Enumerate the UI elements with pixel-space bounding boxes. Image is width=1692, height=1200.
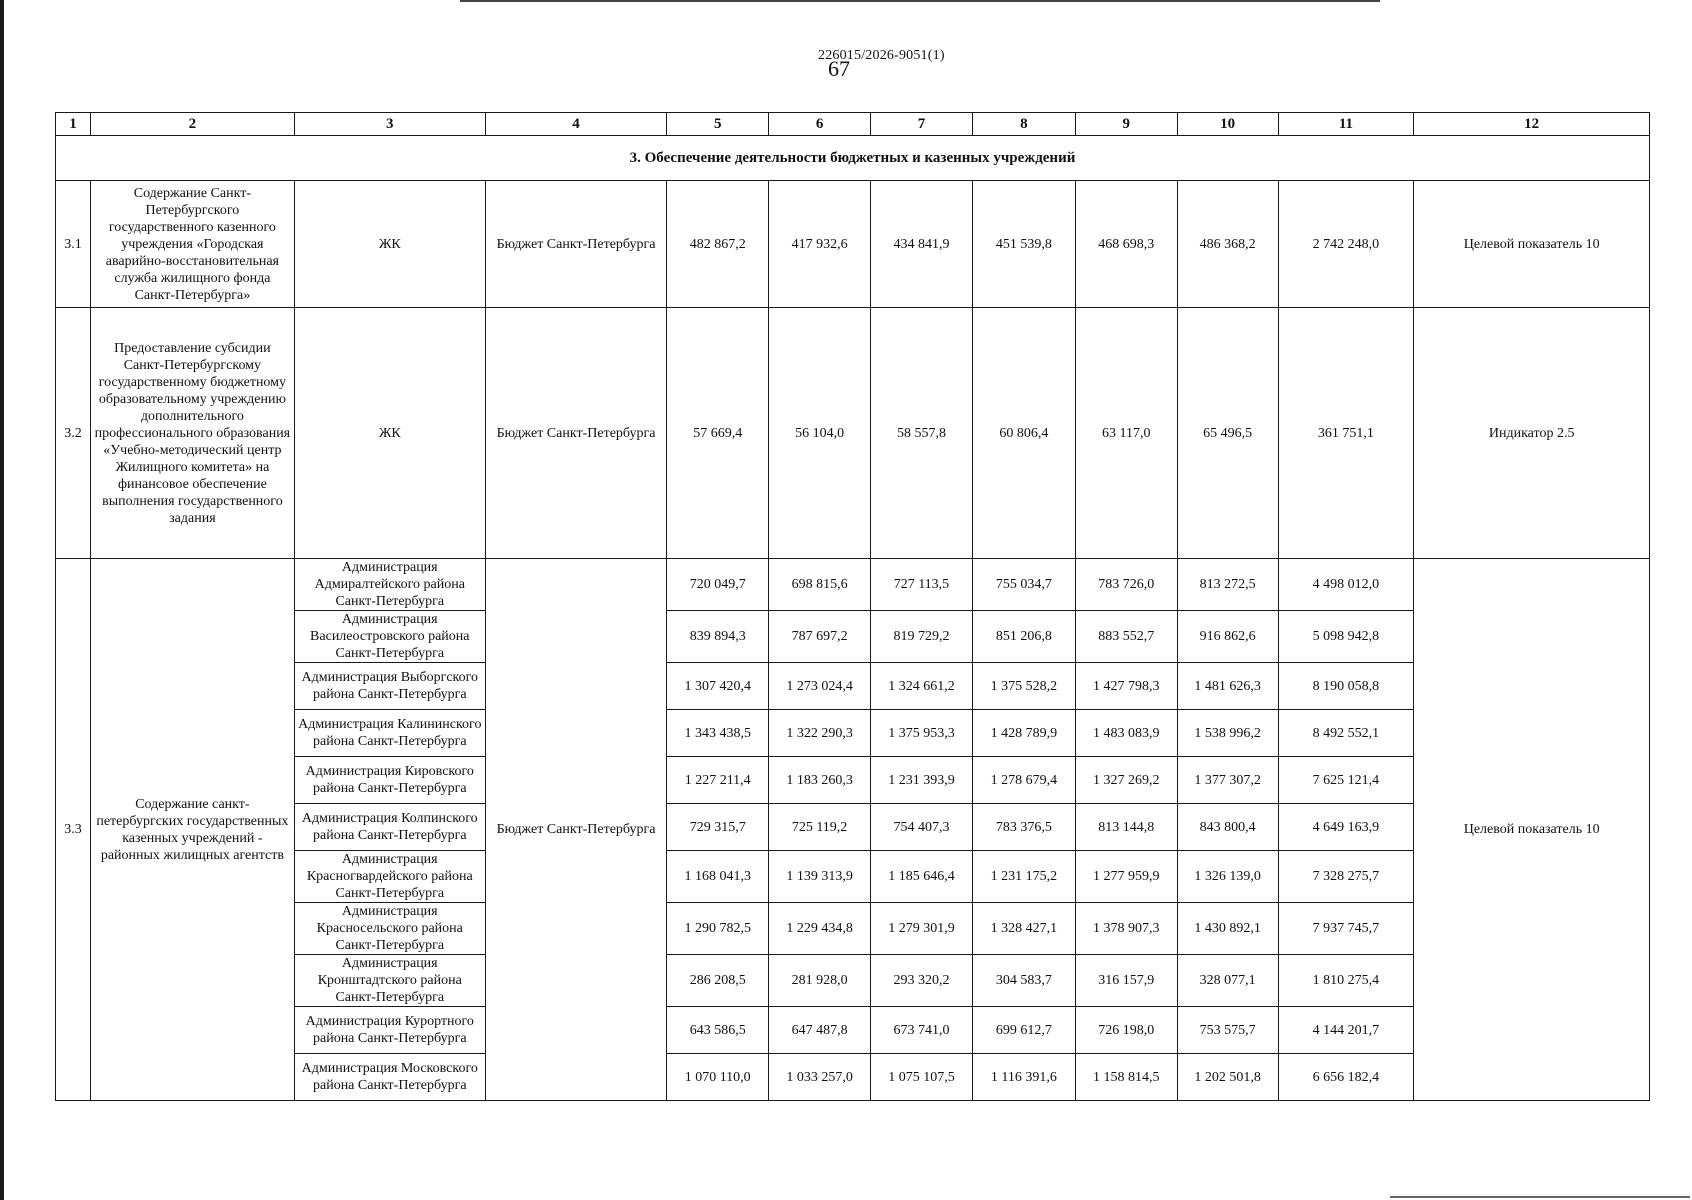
amount-cell: 1 202 501,8: [1177, 1054, 1278, 1101]
table-row: [56, 663, 1650, 710]
amount-cell: 482 867,2: [667, 181, 769, 308]
amount-cell: 1 481 626,3: [1177, 663, 1278, 710]
amount-cell: 699 612,7: [972, 1007, 1075, 1054]
amount-cell: 8 492 552,1: [1278, 710, 1414, 757]
amount-cell: 60 806,4: [972, 308, 1075, 559]
amount-cell: 1 070 110,0: [667, 1054, 769, 1101]
amount-cell: 916 862,6: [1177, 611, 1278, 663]
column-header: 11: [1278, 113, 1414, 136]
amount-cell: 1 231 175,2: [972, 851, 1075, 903]
amount-cell: 725 119,2: [769, 804, 871, 851]
executor-cell: Администрация Кировского района Санкт-Петербурга: [294, 757, 485, 804]
amount-cell: 1 343 438,5: [667, 710, 769, 757]
amount-cell: 451 539,8: [972, 181, 1075, 308]
amount-cell: 698 815,6: [769, 559, 871, 611]
amount-cell: 1 326 139,0: [1177, 851, 1278, 903]
executor-cell: Администрация Калининского района Санкт-Петербурга: [294, 710, 485, 757]
amount-cell: 755 034,7: [972, 559, 1075, 611]
executor-cell: Администрация Кронштадтского района Санкт-Петербурга: [294, 955, 485, 1007]
column-header: 7: [871, 113, 973, 136]
amount-cell: 1 290 782,5: [667, 903, 769, 955]
table-row: [56, 1054, 1650, 1101]
amount-cell: 1 158 814,5: [1075, 1054, 1177, 1101]
column-header: 5: [667, 113, 769, 136]
amount-cell: 56 104,0: [769, 308, 871, 559]
amount-cell: 1 278 679,4: [972, 757, 1075, 804]
amount-cell: 361 751,1: [1278, 308, 1414, 559]
section-title: 3. Обеспечение деятельности бюджетных и казенных учреждений: [56, 136, 1650, 181]
amount-cell: 851 206,8: [972, 611, 1075, 663]
amount-cell: 1 277 959,9: [1075, 851, 1177, 903]
scan-top-rule: [460, 0, 1380, 2]
amount-cell: 1 307 420,4: [667, 663, 769, 710]
amount-cell: 7 937 745,7: [1278, 903, 1414, 955]
amount-cell: 2 742 248,0: [1278, 181, 1414, 308]
executor-cell: Администрация Московского района Санкт-Петербурга: [294, 1054, 485, 1101]
amount-cell: 1 279 301,9: [871, 903, 973, 955]
executor-cell: Администрация Выборгского района Санкт-Петербурга: [294, 663, 485, 710]
funding-source: Бюджет Санкт-Петербурга: [485, 559, 666, 1101]
row-number: 3.3: [56, 559, 91, 1101]
amount-cell: 1 324 661,2: [871, 663, 973, 710]
executor-cell: ЖК: [294, 181, 485, 308]
amount-cell: 729 315,7: [667, 804, 769, 851]
amount-cell: 720 049,7: [667, 559, 769, 611]
column-header: 12: [1414, 113, 1650, 136]
amount-cell: 883 552,7: [1075, 611, 1177, 663]
amount-cell: 1 430 892,1: [1177, 903, 1278, 955]
indicator-cell: Целевой показатель 10: [1414, 181, 1650, 308]
amount-cell: 304 583,7: [972, 955, 1075, 1007]
column-header: 9: [1075, 113, 1177, 136]
amount-cell: 65 496,5: [1177, 308, 1278, 559]
amount-cell: 1 377 307,2: [1177, 757, 1278, 804]
page-number: 67: [828, 56, 850, 81]
table-row: [56, 710, 1650, 757]
scan-left-edge: [0, 0, 4, 1200]
table-body: [56, 113, 1650, 1101]
column-header: 10: [1177, 113, 1278, 136]
activity-description: Содержание Санкт-Петербургского государственного казенного учреждения «Городская аварийно-восстановительная служба жилищного фонда Санкт-Петербурга»: [91, 181, 295, 308]
amount-cell: 293 320,2: [871, 955, 973, 1007]
table-row: [56, 955, 1650, 1007]
amount-cell: 58 557,8: [871, 308, 973, 559]
table-row: [56, 903, 1650, 955]
amount-cell: 1 428 789,9: [972, 710, 1075, 757]
amount-cell: 1 328 427,1: [972, 903, 1075, 955]
amount-cell: 819 729,2: [871, 611, 973, 663]
column-header: 6: [769, 113, 871, 136]
amount-cell: 1 375 528,2: [972, 663, 1075, 710]
amount-cell: 1 227 211,4: [667, 757, 769, 804]
executor-cell: Администрация Красногвардейского района Санкт-Петербурга: [294, 851, 485, 903]
column-header: 8: [972, 113, 1075, 136]
amount-cell: 316 157,9: [1075, 955, 1177, 1007]
column-header: 2: [91, 113, 295, 136]
indicator-cell: Индикатор 2.5: [1414, 308, 1650, 559]
amount-cell: 843 800,4: [1177, 804, 1278, 851]
indicator-cell: Целевой показатель 10: [1414, 559, 1650, 1101]
amount-cell: 753 575,7: [1177, 1007, 1278, 1054]
amount-cell: 1 231 393,9: [871, 757, 973, 804]
amount-cell: 434 841,9: [871, 181, 973, 308]
amount-cell: 839 894,3: [667, 611, 769, 663]
executor-cell: Администрация Адмиралтейского района Санкт-Петербурга: [294, 559, 485, 611]
amount-cell: 6 656 182,4: [1278, 1054, 1414, 1101]
amount-cell: 1 185 646,4: [871, 851, 973, 903]
amount-cell: 7 328 275,7: [1278, 851, 1414, 903]
amount-cell: 468 698,3: [1075, 181, 1177, 308]
amount-cell: 63 117,0: [1075, 308, 1177, 559]
document-number: 226015/2026-9051(1): [818, 48, 945, 63]
amount-cell: 1 229 434,8: [769, 903, 871, 955]
amount-cell: 4 144 201,7: [1278, 1007, 1414, 1054]
executor-cell: Администрация Колпинского района Санкт-Петербурга: [294, 804, 485, 851]
scan-bottom-rule: [1390, 1196, 1690, 1198]
executor-cell: Администрация Василеостровского района Санкт-Петербурга: [294, 611, 485, 663]
table-row: [56, 851, 1650, 903]
amount-cell: 1 139 313,9: [769, 851, 871, 903]
amount-cell: 673 741,0: [871, 1007, 973, 1054]
amount-cell: 57 669,4: [667, 308, 769, 559]
amount-cell: 1 538 996,2: [1177, 710, 1278, 757]
column-header-row: [56, 113, 1650, 136]
amount-cell: 1 483 083,9: [1075, 710, 1177, 757]
amount-cell: 1 375 953,3: [871, 710, 973, 757]
amount-cell: 726 198,0: [1075, 1007, 1177, 1054]
amount-cell: 1 322 290,3: [769, 710, 871, 757]
amount-cell: 1 116 391,6: [972, 1054, 1075, 1101]
funding-source: Бюджет Санкт-Петербурга: [485, 181, 666, 308]
executor-cell: Администрация Курортного района Санкт-Петербурга: [294, 1007, 485, 1054]
amount-cell: 727 113,5: [871, 559, 973, 611]
column-header: 1: [56, 113, 91, 136]
section-title-row: [56, 136, 1650, 181]
amount-cell: 813 144,8: [1075, 804, 1177, 851]
amount-cell: 417 932,6: [769, 181, 871, 308]
amount-cell: 5 098 942,8: [1278, 611, 1414, 663]
table-row: [56, 757, 1650, 804]
amount-cell: 787 697,2: [769, 611, 871, 663]
amount-cell: 783 376,5: [972, 804, 1075, 851]
table-row: [56, 308, 1650, 559]
executor-cell: Администрация Красносельского района Санкт-Петербурга: [294, 903, 485, 955]
amount-cell: 1 327 269,2: [1075, 757, 1177, 804]
amount-cell: 783 726,0: [1075, 559, 1177, 611]
amount-cell: 1 378 907,3: [1075, 903, 1177, 955]
amount-cell: 754 407,3: [871, 804, 973, 851]
amount-cell: 643 586,5: [667, 1007, 769, 1054]
funding-source: Бюджет Санкт-Петербурга: [485, 308, 666, 559]
column-header: 3: [294, 113, 485, 136]
row-number: 3.1: [56, 181, 91, 308]
amount-cell: 1 183 260,3: [769, 757, 871, 804]
amount-cell: 647 487,8: [769, 1007, 871, 1054]
amount-cell: 281 928,0: [769, 955, 871, 1007]
amount-cell: 4 649 163,9: [1278, 804, 1414, 851]
amount-cell: 1 273 024,4: [769, 663, 871, 710]
column-header: 4: [485, 113, 666, 136]
amount-cell: 4 498 012,0: [1278, 559, 1414, 611]
executor-cell: ЖК: [294, 308, 485, 559]
amount-cell: 813 272,5: [1177, 559, 1278, 611]
amount-cell: 8 190 058,8: [1278, 663, 1414, 710]
table-row: [56, 804, 1650, 851]
amount-cell: 286 208,5: [667, 955, 769, 1007]
row-number: 3.2: [56, 308, 91, 559]
amount-cell: 7 625 121,4: [1278, 757, 1414, 804]
table-row: [56, 611, 1650, 663]
table-row: [56, 181, 1650, 308]
amount-cell: 328 077,1: [1177, 955, 1278, 1007]
budget-table: [55, 112, 1650, 1101]
amount-cell: 1 033 257,0: [769, 1054, 871, 1101]
activity-description: Содержание санкт-петербургских государственных казенных учреждений - районных жилищных агентств: [91, 559, 295, 1101]
amount-cell: 1 427 798,3: [1075, 663, 1177, 710]
activity-description: Предоставление субсидии Санкт-Петербургскому государственному бюджетному образовательному учреждению дополнительного профессионального образования «Учебно-методический центр Жилищного комитета» на финансовое обеспечение выполнения государственного задания: [91, 308, 295, 559]
table-row: [56, 1007, 1650, 1054]
table-row: [56, 559, 1650, 611]
amount-cell: 486 368,2: [1177, 181, 1278, 308]
amount-cell: 1 075 107,5: [871, 1054, 973, 1101]
amount-cell: 1 810 275,4: [1278, 955, 1414, 1007]
amount-cell: 1 168 041,3: [667, 851, 769, 903]
